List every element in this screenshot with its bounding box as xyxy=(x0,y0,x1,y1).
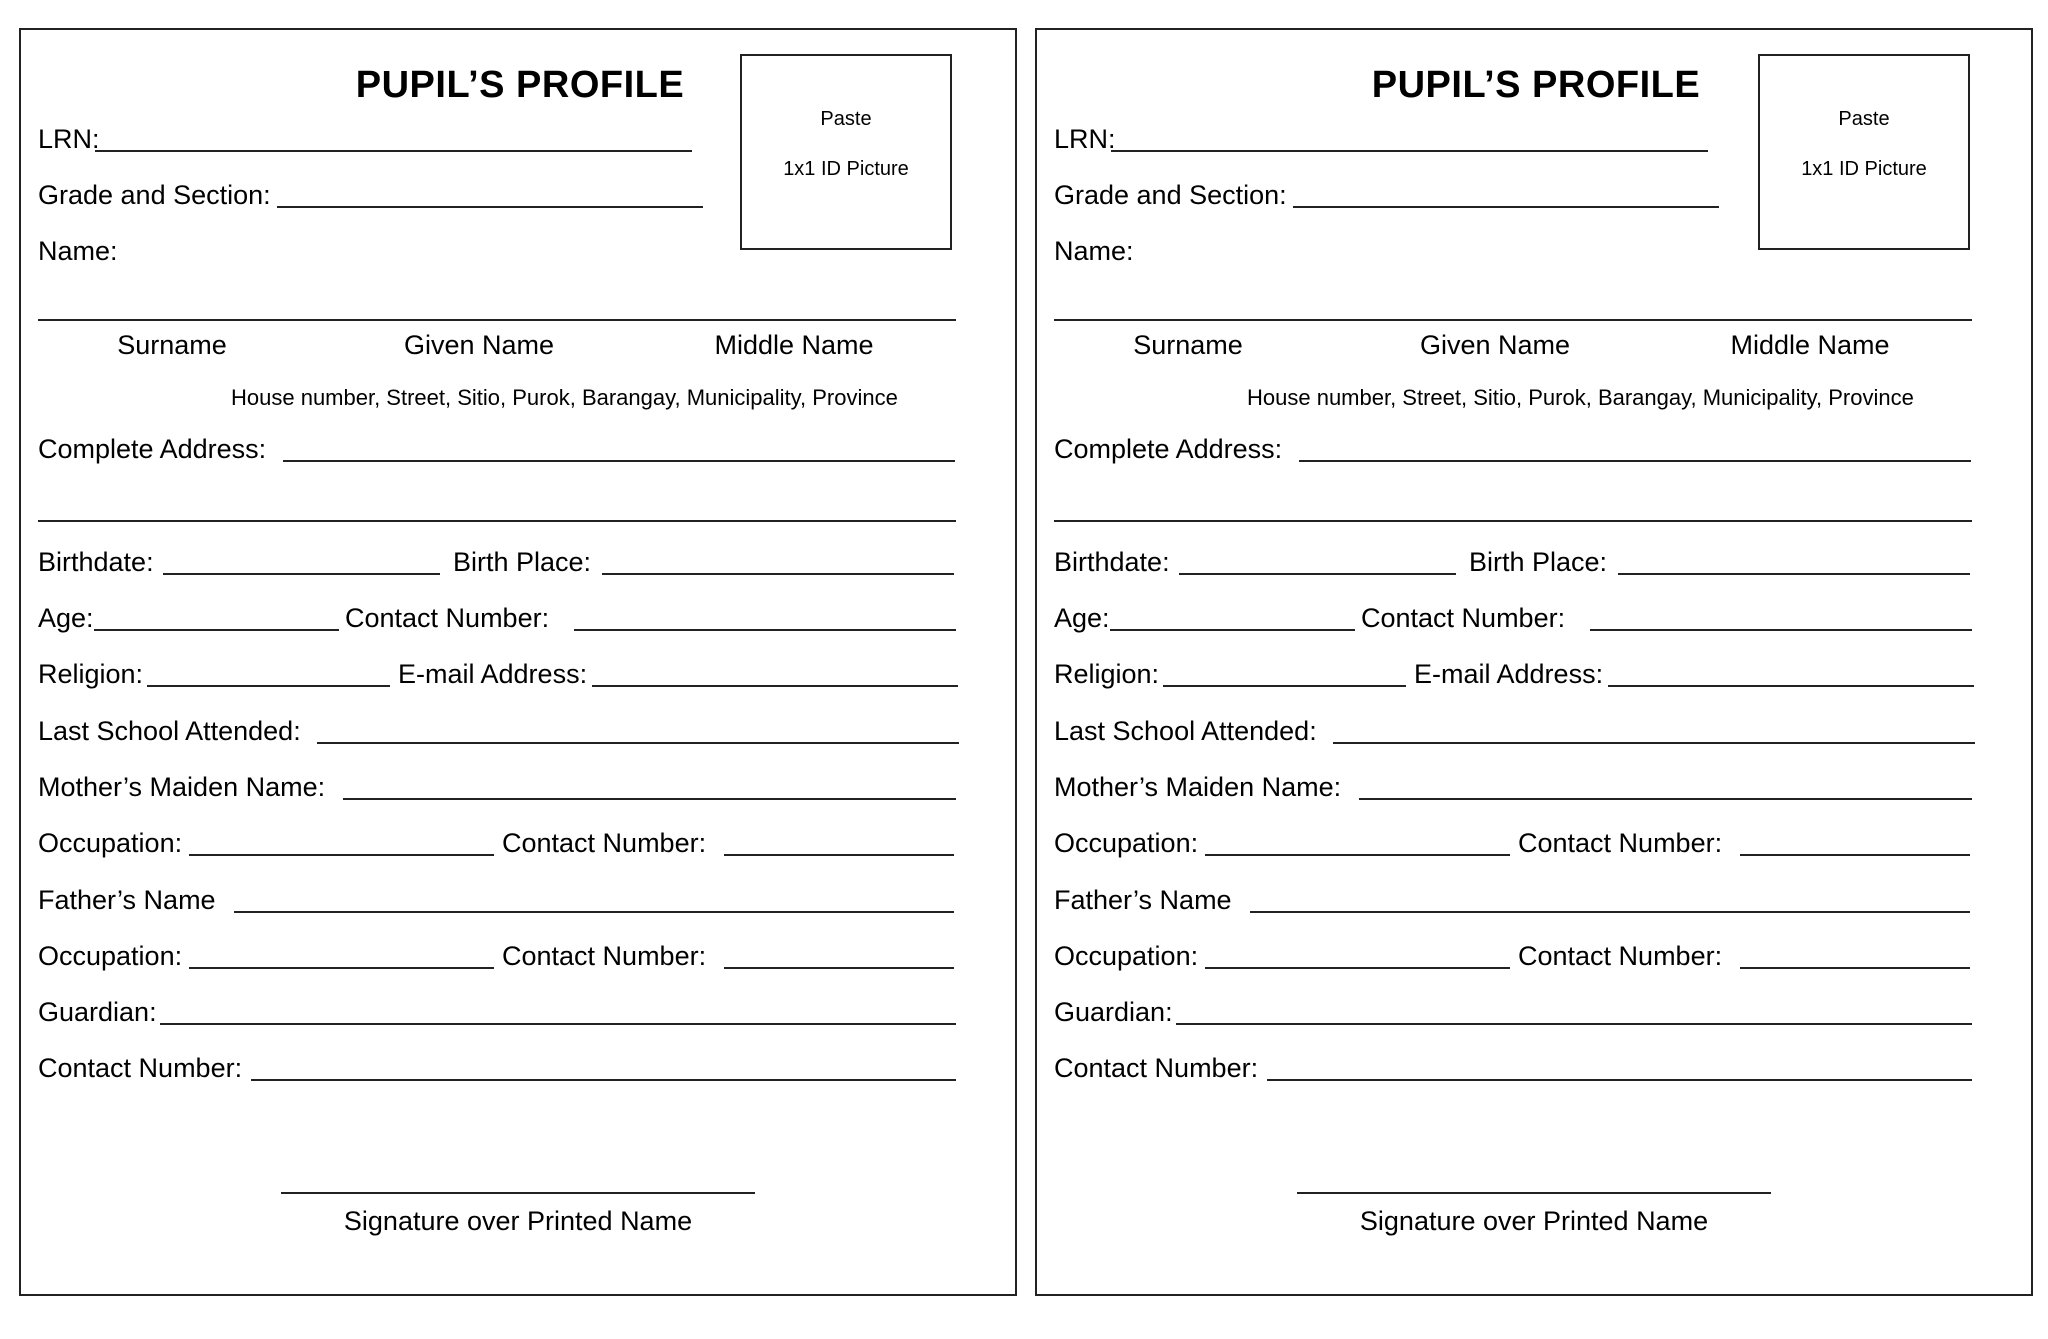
name-field[interactable] xyxy=(38,319,956,321)
last-school-label: Last School Attended: xyxy=(38,716,301,746)
complete-address-label: Complete Address: xyxy=(38,434,267,464)
pupil-profile-form-left xyxy=(19,28,1017,1296)
name-field[interactable] xyxy=(1054,319,1972,321)
guardian-contact-label: Contact Number: xyxy=(38,1053,243,1083)
guardian-contact-field[interactable] xyxy=(251,1079,956,1081)
signature-caption: Signature over Printed Name xyxy=(1359,1206,1709,1236)
id-picture-box xyxy=(740,54,952,250)
pupil-profile-form-right xyxy=(1035,28,2033,1296)
father-field[interactable] xyxy=(1250,911,1970,913)
birthdate-field[interactable] xyxy=(1179,573,1456,575)
lrn-label: LRN: xyxy=(1054,124,1116,154)
guardian-field[interactable] xyxy=(1176,1023,1972,1025)
surname-caption: Surname xyxy=(1133,330,1243,360)
grade-section-label: Grade and Section: xyxy=(38,180,271,210)
guardian-contact-label: Contact Number: xyxy=(1054,1053,1259,1083)
grade-section-label: Grade and Section: xyxy=(1054,180,1287,210)
signature-field[interactable] xyxy=(281,1192,755,1194)
father-contact-field[interactable] xyxy=(724,967,954,969)
photo-caption-size: 1x1 ID Picture xyxy=(783,158,909,180)
email-field[interactable] xyxy=(592,685,958,687)
father-occupation-field[interactable] xyxy=(189,967,494,969)
birth-place-label: Birth Place: xyxy=(453,547,592,577)
grade-section-field[interactable] xyxy=(1293,206,1719,208)
address-hint: House number, Street, Sitio, Purok, Barangay, Municipality, Province xyxy=(231,385,898,410)
religion-label: Religion: xyxy=(1054,659,1160,689)
contact-number-field[interactable] xyxy=(574,629,956,631)
photo-caption-paste: Paste xyxy=(1838,108,1890,130)
mother-contact-field[interactable] xyxy=(724,854,954,856)
grade-section-field[interactable] xyxy=(277,206,703,208)
birth-place-field[interactable] xyxy=(1618,573,1970,575)
contact-number-label: Contact Number: xyxy=(1361,603,1566,633)
complete-address-field[interactable] xyxy=(1299,460,1971,462)
mother-occupation-field[interactable] xyxy=(189,854,494,856)
mother-label: Mother’s Maiden Name: xyxy=(38,772,326,802)
age-field[interactable] xyxy=(94,629,339,631)
father-contact-label: Contact Number: xyxy=(1518,941,1723,971)
father-field[interactable] xyxy=(234,911,954,913)
photo-caption-size: 1x1 ID Picture xyxy=(1801,158,1927,180)
guardian-label: Guardian: xyxy=(1054,997,1173,1027)
name-label: Name: xyxy=(1054,236,1134,266)
signature-caption: Signature over Printed Name xyxy=(343,1206,693,1236)
father-contact-field[interactable] xyxy=(1740,967,1970,969)
birthdate-label: Birthdate: xyxy=(1054,547,1170,577)
contact-number-label: Contact Number: xyxy=(345,603,550,633)
father-label: Father’s Name xyxy=(38,885,216,915)
given-name-caption: Given Name xyxy=(403,330,555,360)
photo-caption-paste: Paste xyxy=(820,108,872,130)
birthdate-label: Birthdate: xyxy=(38,547,154,577)
given-name-caption: Given Name xyxy=(1419,330,1571,360)
birth-place-label: Birth Place: xyxy=(1469,547,1608,577)
last-school-field[interactable] xyxy=(1333,742,1975,744)
form-title: PUPIL’S PROFILE xyxy=(355,64,685,106)
complete-address-label: Complete Address: xyxy=(1054,434,1283,464)
surname-caption: Surname xyxy=(117,330,227,360)
religion-field[interactable] xyxy=(1163,685,1406,687)
complete-address-field-2[interactable] xyxy=(38,520,956,522)
middle-name-caption: Middle Name xyxy=(1730,330,1890,360)
religion-field[interactable] xyxy=(147,685,390,687)
father-occupation-label: Occupation: xyxy=(38,941,183,971)
email-label: E-mail Address: xyxy=(1414,659,1604,689)
address-hint: House number, Street, Sitio, Purok, Barangay, Municipality, Province xyxy=(1247,385,1914,410)
guardian-field[interactable] xyxy=(160,1023,956,1025)
age-label: Age: xyxy=(1054,603,1110,633)
mother-contact-field[interactable] xyxy=(1740,854,1970,856)
mother-occupation-label: Occupation: xyxy=(38,828,183,858)
id-picture-box xyxy=(1758,54,1970,250)
complete-address-field-2[interactable] xyxy=(1054,520,1972,522)
age-field[interactable] xyxy=(1110,629,1355,631)
mother-field[interactable] xyxy=(1359,798,1972,800)
email-field[interactable] xyxy=(1608,685,1974,687)
religion-label: Religion: xyxy=(38,659,144,689)
last-school-label: Last School Attended: xyxy=(1054,716,1317,746)
father-label: Father’s Name xyxy=(1054,885,1232,915)
mother-contact-label: Contact Number: xyxy=(502,828,707,858)
mother-label: Mother’s Maiden Name: xyxy=(1054,772,1342,802)
mother-contact-label: Contact Number: xyxy=(1518,828,1723,858)
mother-field[interactable] xyxy=(343,798,956,800)
email-label: E-mail Address: xyxy=(398,659,588,689)
birth-place-field[interactable] xyxy=(602,573,954,575)
lrn-label: LRN: xyxy=(38,124,100,154)
guardian-contact-field[interactable] xyxy=(1267,1079,1972,1081)
lrn-field[interactable] xyxy=(1111,150,1708,152)
middle-name-caption: Middle Name xyxy=(714,330,874,360)
father-occupation-label: Occupation: xyxy=(1054,941,1199,971)
guardian-label: Guardian: xyxy=(38,997,157,1027)
name-label: Name: xyxy=(38,236,118,266)
mother-occupation-label: Occupation: xyxy=(1054,828,1199,858)
lrn-field[interactable] xyxy=(95,150,692,152)
father-occupation-field[interactable] xyxy=(1205,967,1510,969)
complete-address-field[interactable] xyxy=(283,460,955,462)
contact-number-field[interactable] xyxy=(1590,629,1972,631)
signature-field[interactable] xyxy=(1297,1192,1771,1194)
last-school-field[interactable] xyxy=(317,742,959,744)
father-contact-label: Contact Number: xyxy=(502,941,707,971)
form-title: PUPIL’S PROFILE xyxy=(1371,64,1701,106)
age-label: Age: xyxy=(38,603,94,633)
mother-occupation-field[interactable] xyxy=(1205,854,1510,856)
birthdate-field[interactable] xyxy=(163,573,440,575)
